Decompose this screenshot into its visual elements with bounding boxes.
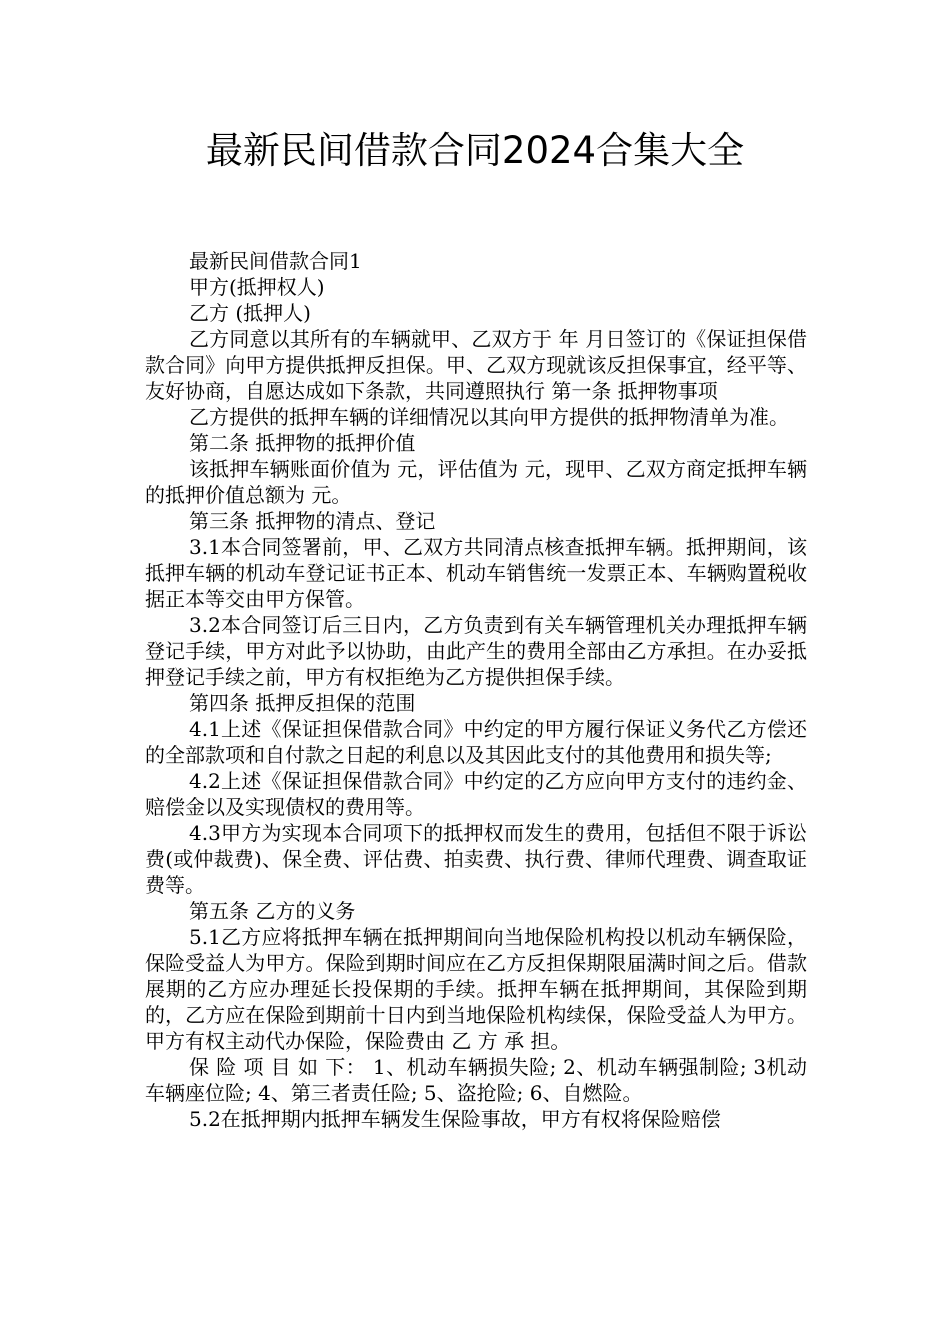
paragraph-article1-body: 乙方提供的抵押车辆的详细情况以其向甲方提供的抵押物清单为准。 bbox=[189, 405, 789, 429]
document-body bbox=[145, 248, 807, 1132]
paragraph-clause-4-3: 4.3甲方为实现本合同项下的抵押权而发生的费用，包括但不限于诉讼费(或仲裁费)、保全费、评估费、拍卖费、执行费、律师代理费、调查取证费等。 bbox=[145, 821, 807, 897]
paragraph-clause-4-2: 4.2上述《保证担保借款合同》中约定的乙方应向甲方支付的违约金、赔偿金以及实现债权的费用等。 bbox=[145, 769, 807, 819]
paragraph-article2-body: 该抵押车辆账面价值为 元，评估值为 元，现甲、乙双方商定抵押车辆的抵押价值总额为 元。 bbox=[145, 457, 807, 507]
paragraph-clause-5-1: 5.1乙方应将抵押车辆在抵押期间向当地保险机构投以机动车辆保险，保险受益人为甲方。保险到期时间应在乙方反担保期限届满时间之后。借款展期的乙方应办理延长投保期的手续。抵押车辆在抵押期间，其保险到期的，乙方应在保险到期前十日内到当地保险机构续保，保险受益人为甲方。甲方有权主动代办保险，保险费由 乙 方 承 担。 bbox=[145, 925, 807, 1053]
paragraph-article5-heading: 第五条 乙方的义务 bbox=[189, 899, 356, 923]
paragraph-clause-3-1: 3.1本合同签署前，甲、乙双方共同清点核查抵押车辆。抵押期间，该抵押车辆的机动车登记证书正本、机动车销售统一发票正本、车辆购置税收据正本等交由甲方保管。 bbox=[145, 535, 807, 611]
paragraph-article2-heading: 第二条 抵押物的抵押价值 bbox=[189, 431, 416, 455]
paragraph-clause-4-1: 4.1上述《保证担保借款合同》中约定的甲方履行保证义务代乙方偿还的全部款项和自付款之日起的利息以及其因此支付的其他费用和损失等; bbox=[145, 717, 807, 767]
paragraph-party-b: 乙方 (抵押人) bbox=[189, 301, 311, 325]
paragraph-clause-5-2: 5.2在抵押期内抵押车辆发生保险事故，甲方有权将保险赔偿 bbox=[189, 1107, 721, 1131]
paragraph-agreement-intro: 乙方同意以其所有的车辆就甲、乙双方于 年 月日签订的《保证担保借款合同》向甲方提供抵押反担保。甲、乙双方现就该反担保事宜，经平等、友好协商，自愿达成如下条款，共同遵照执行 第一条 抵押物事项 bbox=[145, 327, 807, 403]
paragraph-article3-heading: 第三条 抵押物的清点、登记 bbox=[189, 509, 436, 533]
paragraph-clause-3-2: 3.2本合同签订后三日内，乙方负责到有关车辆管理机关办理抵押车辆登记手续，甲方对此予以协助，由此产生的费用全部由乙方承担。在办妥抵押登记手续之前，甲方有权拒绝为乙方提供担保手续。 bbox=[145, 613, 807, 689]
paragraph-party-a: 甲方(抵押权人) bbox=[189, 275, 325, 299]
paragraph-article4-heading: 第四条 抵押反担保的范围 bbox=[189, 691, 416, 715]
paragraph-contract-heading: 最新民间借款合同1 bbox=[189, 249, 362, 273]
document-title: 最新民间借款合同2024合集大全 bbox=[205, 129, 745, 172]
paragraph-insurance-items: 保 险 项 目 如 下： 1、机动车辆损失险; 2、机动车辆强制险; 3机动车辆座位险; 4、第三者责任险; 5、盗抢险; 6、自燃险。 bbox=[145, 1055, 807, 1105]
